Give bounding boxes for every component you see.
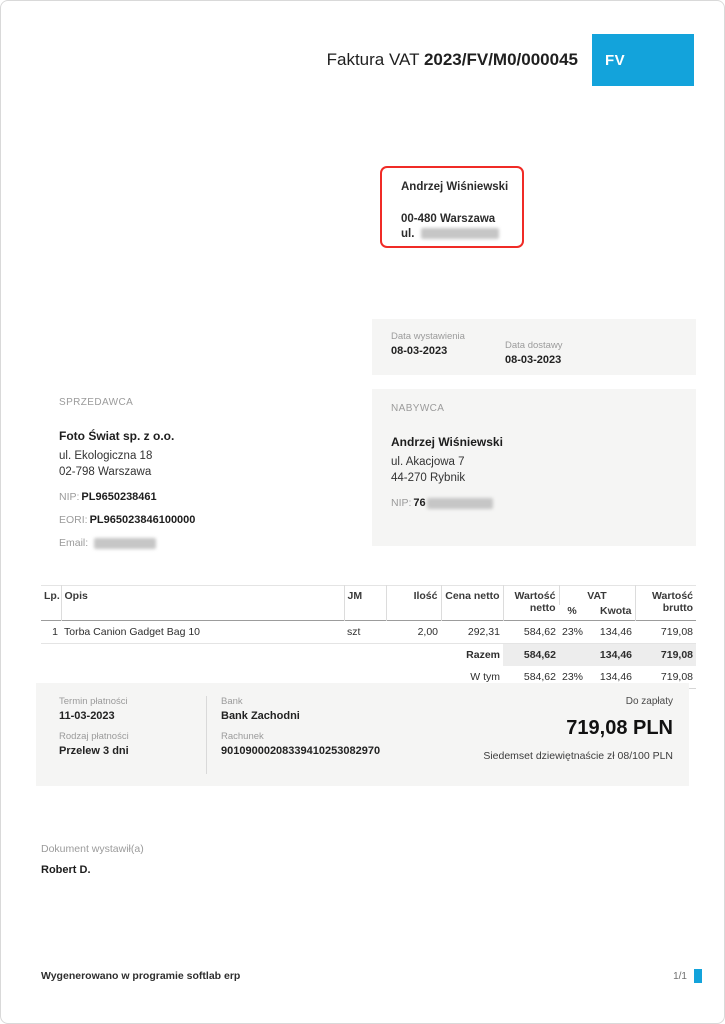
invoice-header	[327, 34, 694, 86]
col-header-wartosc-netto-line2: netto	[529, 602, 556, 614]
totals-wtym-label: W tym	[470, 671, 500, 684]
col-header-opis: Opis	[61, 586, 344, 621]
buyer-nip-line	[391, 497, 696, 509]
seller-nip-label: NIP:	[59, 491, 80, 503]
buyer-section	[372, 389, 696, 546]
amount-due-label: Do zapłaty	[625, 696, 673, 707]
issue-date-group	[391, 331, 482, 375]
payment-section	[36, 683, 689, 786]
seller-street: ul. Ekologiczna 18	[59, 450, 153, 462]
totals-wtym-percent: 23%	[559, 666, 585, 689]
item-lp: 1	[52, 626, 58, 638]
totals-razem-percent	[559, 644, 585, 667]
issue-date-label: Data wystawienia	[391, 331, 465, 342]
seller-nip-value: PL9650238461	[81, 491, 157, 503]
issuer-label: Dokument wystawił(a)	[41, 843, 144, 855]
seller-section-label: SPRZEDAWCA	[59, 397, 134, 408]
recipient-address-highlight-box	[380, 166, 524, 248]
buyer-city: 44-270 Rybnik	[391, 472, 466, 484]
bank-value: Bank Zachodni	[221, 710, 300, 722]
recipient-name: Andrzej Wiśniewski	[401, 181, 509, 193]
seller-eori-line	[59, 514, 349, 526]
totals-wtym-vat: 134,46	[585, 666, 635, 689]
empty-cell	[41, 644, 441, 667]
invoice-number: 2023/FV/M0/000045	[423, 50, 578, 69]
delivery-date-group	[505, 340, 563, 375]
col-header-vat-kwota: Kwota	[600, 605, 632, 617]
payment-due-date-value: 11-03-2023	[59, 710, 115, 722]
page-corner-accent	[694, 969, 702, 983]
redacted-street-blur	[421, 228, 499, 239]
buyer-section-label: NABYWCA	[391, 403, 445, 414]
item-unit: szt	[347, 626, 361, 638]
item-net-value: 584,62	[523, 626, 556, 638]
seller-email-line	[59, 537, 349, 549]
items-table	[41, 585, 696, 689]
totals-razem-net: 584,62	[503, 644, 559, 667]
col-header-wartosc-brutto-line2: brutto	[662, 602, 694, 614]
payment-due-date-label: Termin płatności	[59, 696, 128, 707]
payment-terms-column	[59, 696, 206, 786]
totals-razem-gross: 719,08	[635, 644, 696, 667]
bank-label: Bank	[221, 696, 243, 707]
invoice-title-prefix: Faktura VAT	[326, 50, 420, 69]
account-value: 90109000208339410253082970	[221, 745, 381, 757]
col-header-vat-group: VAT	[559, 586, 635, 606]
issuer-name: Robert D.	[41, 864, 91, 876]
item-description: Torba Canion Gadget Bag 10	[64, 626, 201, 638]
delivery-date-label: Data dostawy	[505, 340, 563, 351]
seller-eori-label: EORI:	[59, 514, 88, 526]
buyer-name: Andrzej Wiśniewski	[391, 435, 503, 449]
page-footer	[41, 969, 702, 983]
seller-nip-line	[59, 491, 349, 503]
invoice-type-badge	[592, 34, 694, 86]
bank-column	[206, 696, 466, 774]
totals-wtym-net: 584,62	[503, 666, 559, 689]
page-title	[327, 50, 578, 70]
items-table-header	[41, 586, 696, 621]
generated-by-text: Wygenerowano w programie softlab erp	[41, 970, 241, 982]
invoice-type-badge-label: FV	[605, 51, 626, 69]
col-header-lp: Lp.	[44, 590, 60, 602]
amount-due-column	[483, 696, 673, 786]
seller-eori-value: PL965023846100000	[89, 514, 196, 526]
seller-city: 02-798 Warszawa	[59, 466, 152, 478]
totals-razem-label: Razem	[466, 649, 500, 661]
account-group	[221, 731, 466, 757]
item-net-price: 292,31	[467, 626, 500, 638]
account-label: Rachunek	[221, 731, 264, 742]
col-header-vat-percent: %	[567, 605, 577, 617]
bank-group	[221, 696, 466, 722]
col-header-wartosc-brutto	[635, 586, 696, 621]
spacer	[401, 195, 512, 212]
recipient-postal-city: 00-480 Warszawa	[401, 213, 496, 225]
col-header-wartosc-netto-line1: Wartość	[514, 590, 556, 602]
seller-email-label: Email:	[59, 537, 89, 549]
buyer-nip-label: NIP:	[391, 497, 412, 509]
dates-box	[372, 319, 696, 375]
seller-section	[59, 397, 349, 549]
recipient-street-line	[401, 227, 512, 242]
buyer-nip-visible: 76	[413, 497, 426, 509]
amount-due-value: 719,08 PLN	[566, 717, 673, 739]
issue-date-value: 08-03-2023	[391, 345, 448, 357]
payment-due-date-group	[59, 696, 206, 722]
col-header-wartosc-brutto-line1: Wartość	[651, 590, 694, 602]
col-header-ilosc: Ilość	[386, 586, 441, 621]
seller-name: Foto Świat sp. z o.o.	[59, 429, 175, 443]
buyer-street: ul. Akacjowa 7	[391, 456, 465, 468]
delivery-date-value: 08-03-2023	[505, 354, 562, 366]
page-number: 1/1	[673, 970, 687, 982]
amount-due-in-words: Siedemset dziewiętnaście zł 08/100 PLN	[483, 750, 673, 762]
payment-method-group	[59, 731, 206, 757]
item-row	[41, 621, 696, 644]
payment-method-value: Przelew 3 dni	[59, 745, 129, 757]
totals-razem-vat: 134,46	[585, 644, 635, 667]
totals-wtym-gross: 719,08	[635, 666, 696, 689]
redacted-nip-blur	[427, 498, 493, 509]
recipient-street-prefix: ul.	[401, 228, 415, 240]
issuer-section	[41, 843, 144, 876]
item-vat-amount: 134,46	[599, 626, 633, 638]
item-vat-percent: 23%	[562, 626, 584, 638]
item-quantity: 2,00	[417, 626, 438, 638]
col-header-cena-netto: Cena netto	[441, 586, 503, 621]
item-gross-value: 719,08	[660, 626, 694, 638]
col-header-jm: JM	[344, 586, 386, 621]
redacted-email-blur	[94, 538, 156, 549]
col-header-wartosc-netto	[503, 586, 559, 621]
payment-method-label: Rodzaj płatności	[59, 731, 129, 742]
totals-row-razem	[41, 644, 696, 667]
